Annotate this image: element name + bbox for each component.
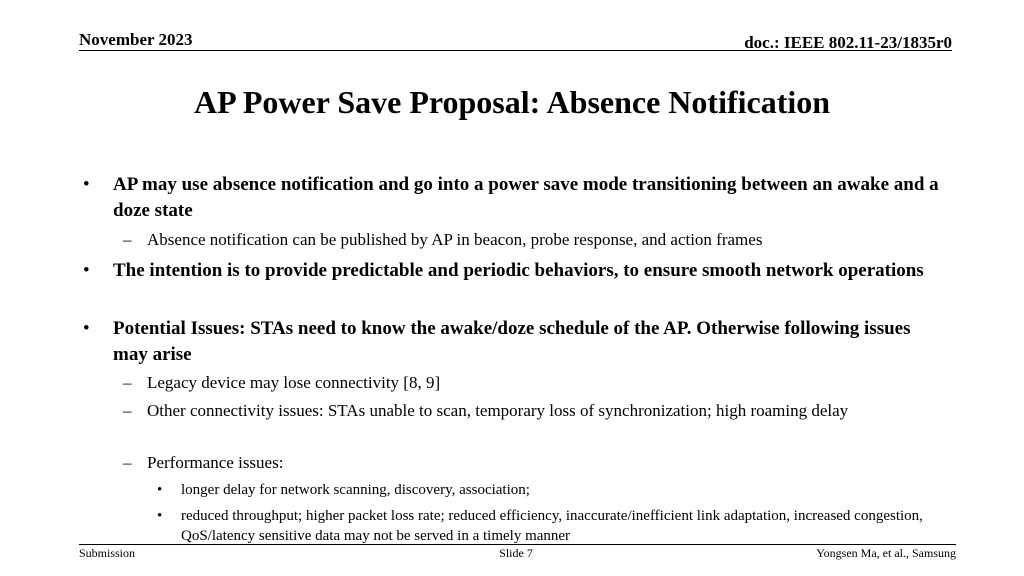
bullet-2 — [83, 258, 943, 284]
bullet-dot-icon: • — [83, 318, 90, 339]
bullet-dot-icon: • — [83, 174, 90, 195]
bullet-dot-icon: • — [83, 260, 90, 281]
dash-bullet-icon: – — [123, 453, 132, 472]
bullet-3-text: Potential Issues: STAs need to know the awake/doze schedule of the AP. Otherwise following issues may arise — [113, 318, 911, 365]
dash-bullet-icon: – — [123, 373, 132, 392]
bullet-3 — [83, 316, 943, 368]
bullet-3-subsub-2-text: reduced throughput; higher packet loss rate; reduced efficiency, inaccurate/inefficient link adaptation, increased congestion, QoS/latency sensitive data may not be served in a timely manner — [181, 508, 923, 544]
footer-authors: Yongsen Ma, et al., Samsung — [816, 546, 956, 560]
dash-bullet-icon: – — [123, 230, 132, 249]
bullet-3-subsub-1 — [157, 480, 941, 500]
bullet-1-sub-1 — [123, 228, 937, 252]
bullet-3-sub-3-text: Performance issues: — [147, 453, 284, 472]
bullet-3-sub-3 — [123, 451, 937, 475]
footer-slide-number: Slide 7 — [499, 546, 533, 560]
footer-submission: Submission — [79, 546, 136, 560]
bullet-1 — [83, 172, 943, 224]
bullet-1-text: AP may use absence notification and go into a power save mode transitioning between an awake and a doze state — [113, 174, 939, 221]
bullet-dot-icon: • — [157, 508, 163, 524]
bullet-2-text: The intention is to provide predictable and periodic behaviors, to ensure smooth network operations — [113, 260, 924, 281]
footer-divider — [79, 544, 956, 545]
bullet-dot-icon: • — [157, 482, 163, 498]
header-doc-id: doc.: IEEE 802.11-23/1835r0 — [744, 33, 952, 52]
bullet-3-sub-2 — [123, 399, 937, 423]
bullet-3-sub-2-text: Other connectivity issues: STAs unable to scan, temporary loss of synchronization; high roaming delay — [147, 401, 849, 420]
bullet-3-sub-1 — [123, 371, 937, 395]
slide-title: AP Power Save Proposal: Absence Notification — [193, 84, 831, 120]
dash-bullet-icon: – — [123, 401, 132, 420]
bullet-1-sub-1-text: Absence notification can be published by AP in beacon, probe response, and action frames — [147, 230, 763, 249]
bullet-3-sub-1-text: Legacy device may lose connectivity [8, 9] — [147, 373, 441, 392]
bullet-3-subsub-2 — [157, 506, 941, 546]
header-date: November 2023 — [79, 30, 193, 49]
bullet-3-subsub-1-text: longer delay for network scanning, discovery, association; — [181, 482, 530, 498]
